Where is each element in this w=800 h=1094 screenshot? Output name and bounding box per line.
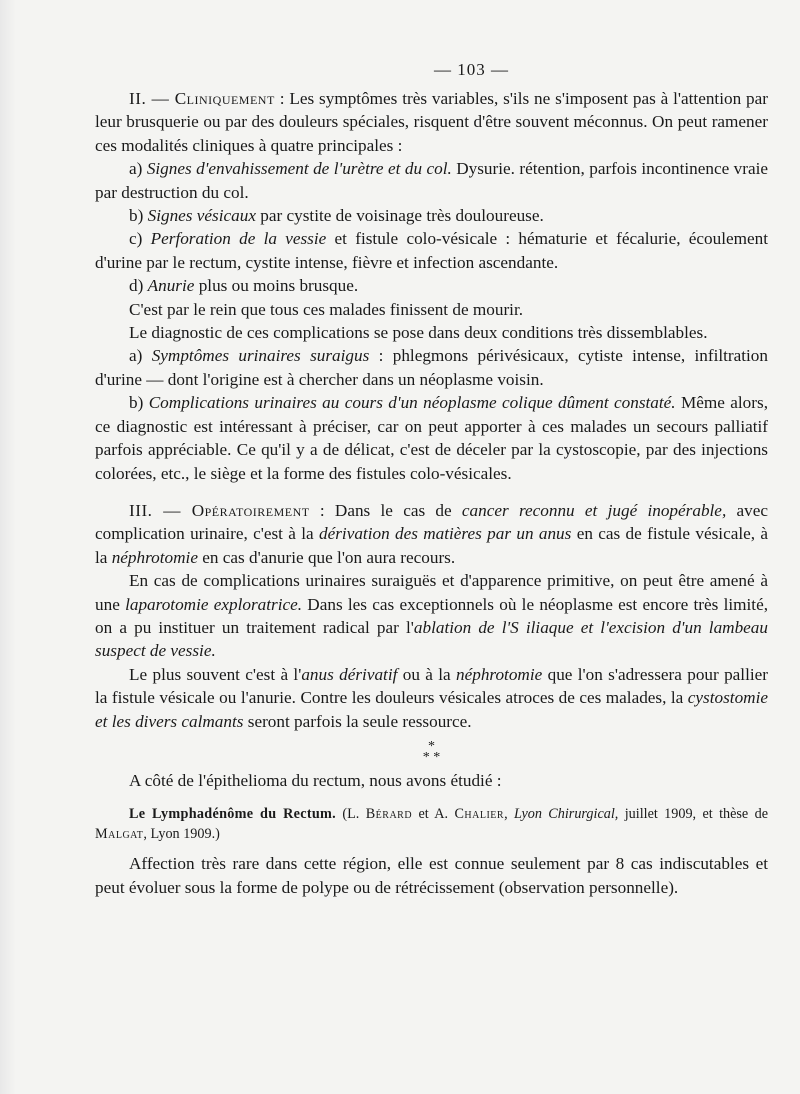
list-item-c-perforation: c) Perforation de la vessie et fistule colo-vésicale : hématurie et fécalurie, écoulement d'urine par le rectum, cystite intense, fièvre et infection ascendante. (95, 229, 768, 272)
paragraph-cliniquement: II. — Cliniquement : Les symptômes très variables, s'ils ne s'imposent pas à l'attention par leur brusquerie ou par des douleurs spéciales, risquent d'être souvent méconnus. On peut ramener ces modalités cliniques à quatre principales : (95, 89, 768, 155)
paragraph-plus-souvent: Le plus souvent c'est à l'anus dérivatif ou à la néphrotomie que l'on s'adressera pour pallier la fistule vésicale ou l'anurie. Contre les douleurs vésicales atroces de ces malades, la cystostomie et les divers calmants seront parfois la seule ressource. (95, 664, 768, 731)
section-heading-cliniquement: II. — Cliniquement (129, 89, 275, 108)
list-item-b-vesicaux: b) Signes vésicaux par cystite de voisinage très douloureuse. (129, 206, 544, 226)
paragraph-complications-suraigues: En cas de complications urinaires suraiguës et d'apparence primitive, on peut être amené à une laparotomie exploratrice. Dans les cas exceptionnels où le néoplasme est encore très limité, on a pu instituer un traitement radical par l'ablation de l'S iliaque et l'excision d'un lambeau suspect de vessie. (95, 571, 768, 661)
page-gutter-shadow (0, 0, 16, 1094)
section-gap (95, 485, 768, 499)
asterism-top: * (428, 738, 435, 754)
reference-lymphadenome: Le Lymphadénôme du Rectum. (L. Bérard et A. Chalier, Lyon Chirurgical, juillet 1909, et thèse de Malgat, Lyon 1909.) (95, 806, 768, 843)
paragraph-diagnostic: Le diagnostic de ces complications se pose dans deux conditions très dissemblables. (129, 323, 708, 343)
paragraph-affection: Affection très rare dans cette région, elle est connue seulement par 8 cas indiscutables et peut évoluer sous la forme de polype ou de rétrécissement (observation personnelle). (95, 854, 768, 897)
asterism-separator (95, 738, 768, 765)
asterism-bottom: * * (422, 749, 441, 765)
list-item-b-complications: b) Complications urinaires au cours d'un néoplasme colique dûment constaté. Même alors, ce diagnostic est intéressant à préciser, car on peut apporter à ces malades un secours palliatif parfois appréciable. Ce qu'il y a de délicat, c'est de déceler par la cystoscopie, par des injections colorées, etc., le siège et la forme des fistules colo-vésicales. (95, 393, 768, 483)
paragraph-a-cote: A côté de l'épithelioma du rectum, nous avons étudié : (129, 770, 502, 790)
paragraph-rein: C'est par le rein que tous ces malades finissent de mourir. (129, 299, 524, 319)
reference-title: Le Lymphadénôme du Rectum. (129, 806, 337, 823)
page-content (95, 60, 768, 899)
list-item-a-suraigus: a) Symptômes urinaires suraigus : phlegmons périvésicaux, cytiste intense, infiltration d'urine — dont l'origine est à chercher dans un néoplasme voisin. (95, 346, 768, 389)
list-item-d-anurie: d) Anurie plus ou moins brusque. (129, 276, 359, 296)
section-heading-operatoirement: III. — Opératoirement (129, 500, 310, 520)
paragraph-operatoirement: III. — Opératoirement : Dans le cas de cancer reconnu et jugé inopérable, avec complication urinaire, c'est à la dérivation des matières par un anus en cas de fistule vésicale, à la néphrotomie en cas d'anurie que l'on aura recours. (95, 500, 769, 567)
page-number: — 103 — (434, 60, 509, 79)
list-item-a-envahissement: a) Signes d'envahissement de l'urètre et du col. Dysurie. rétention, parfois incontinence vraie par destruction du col. (95, 159, 769, 202)
reference-gap (95, 844, 768, 852)
